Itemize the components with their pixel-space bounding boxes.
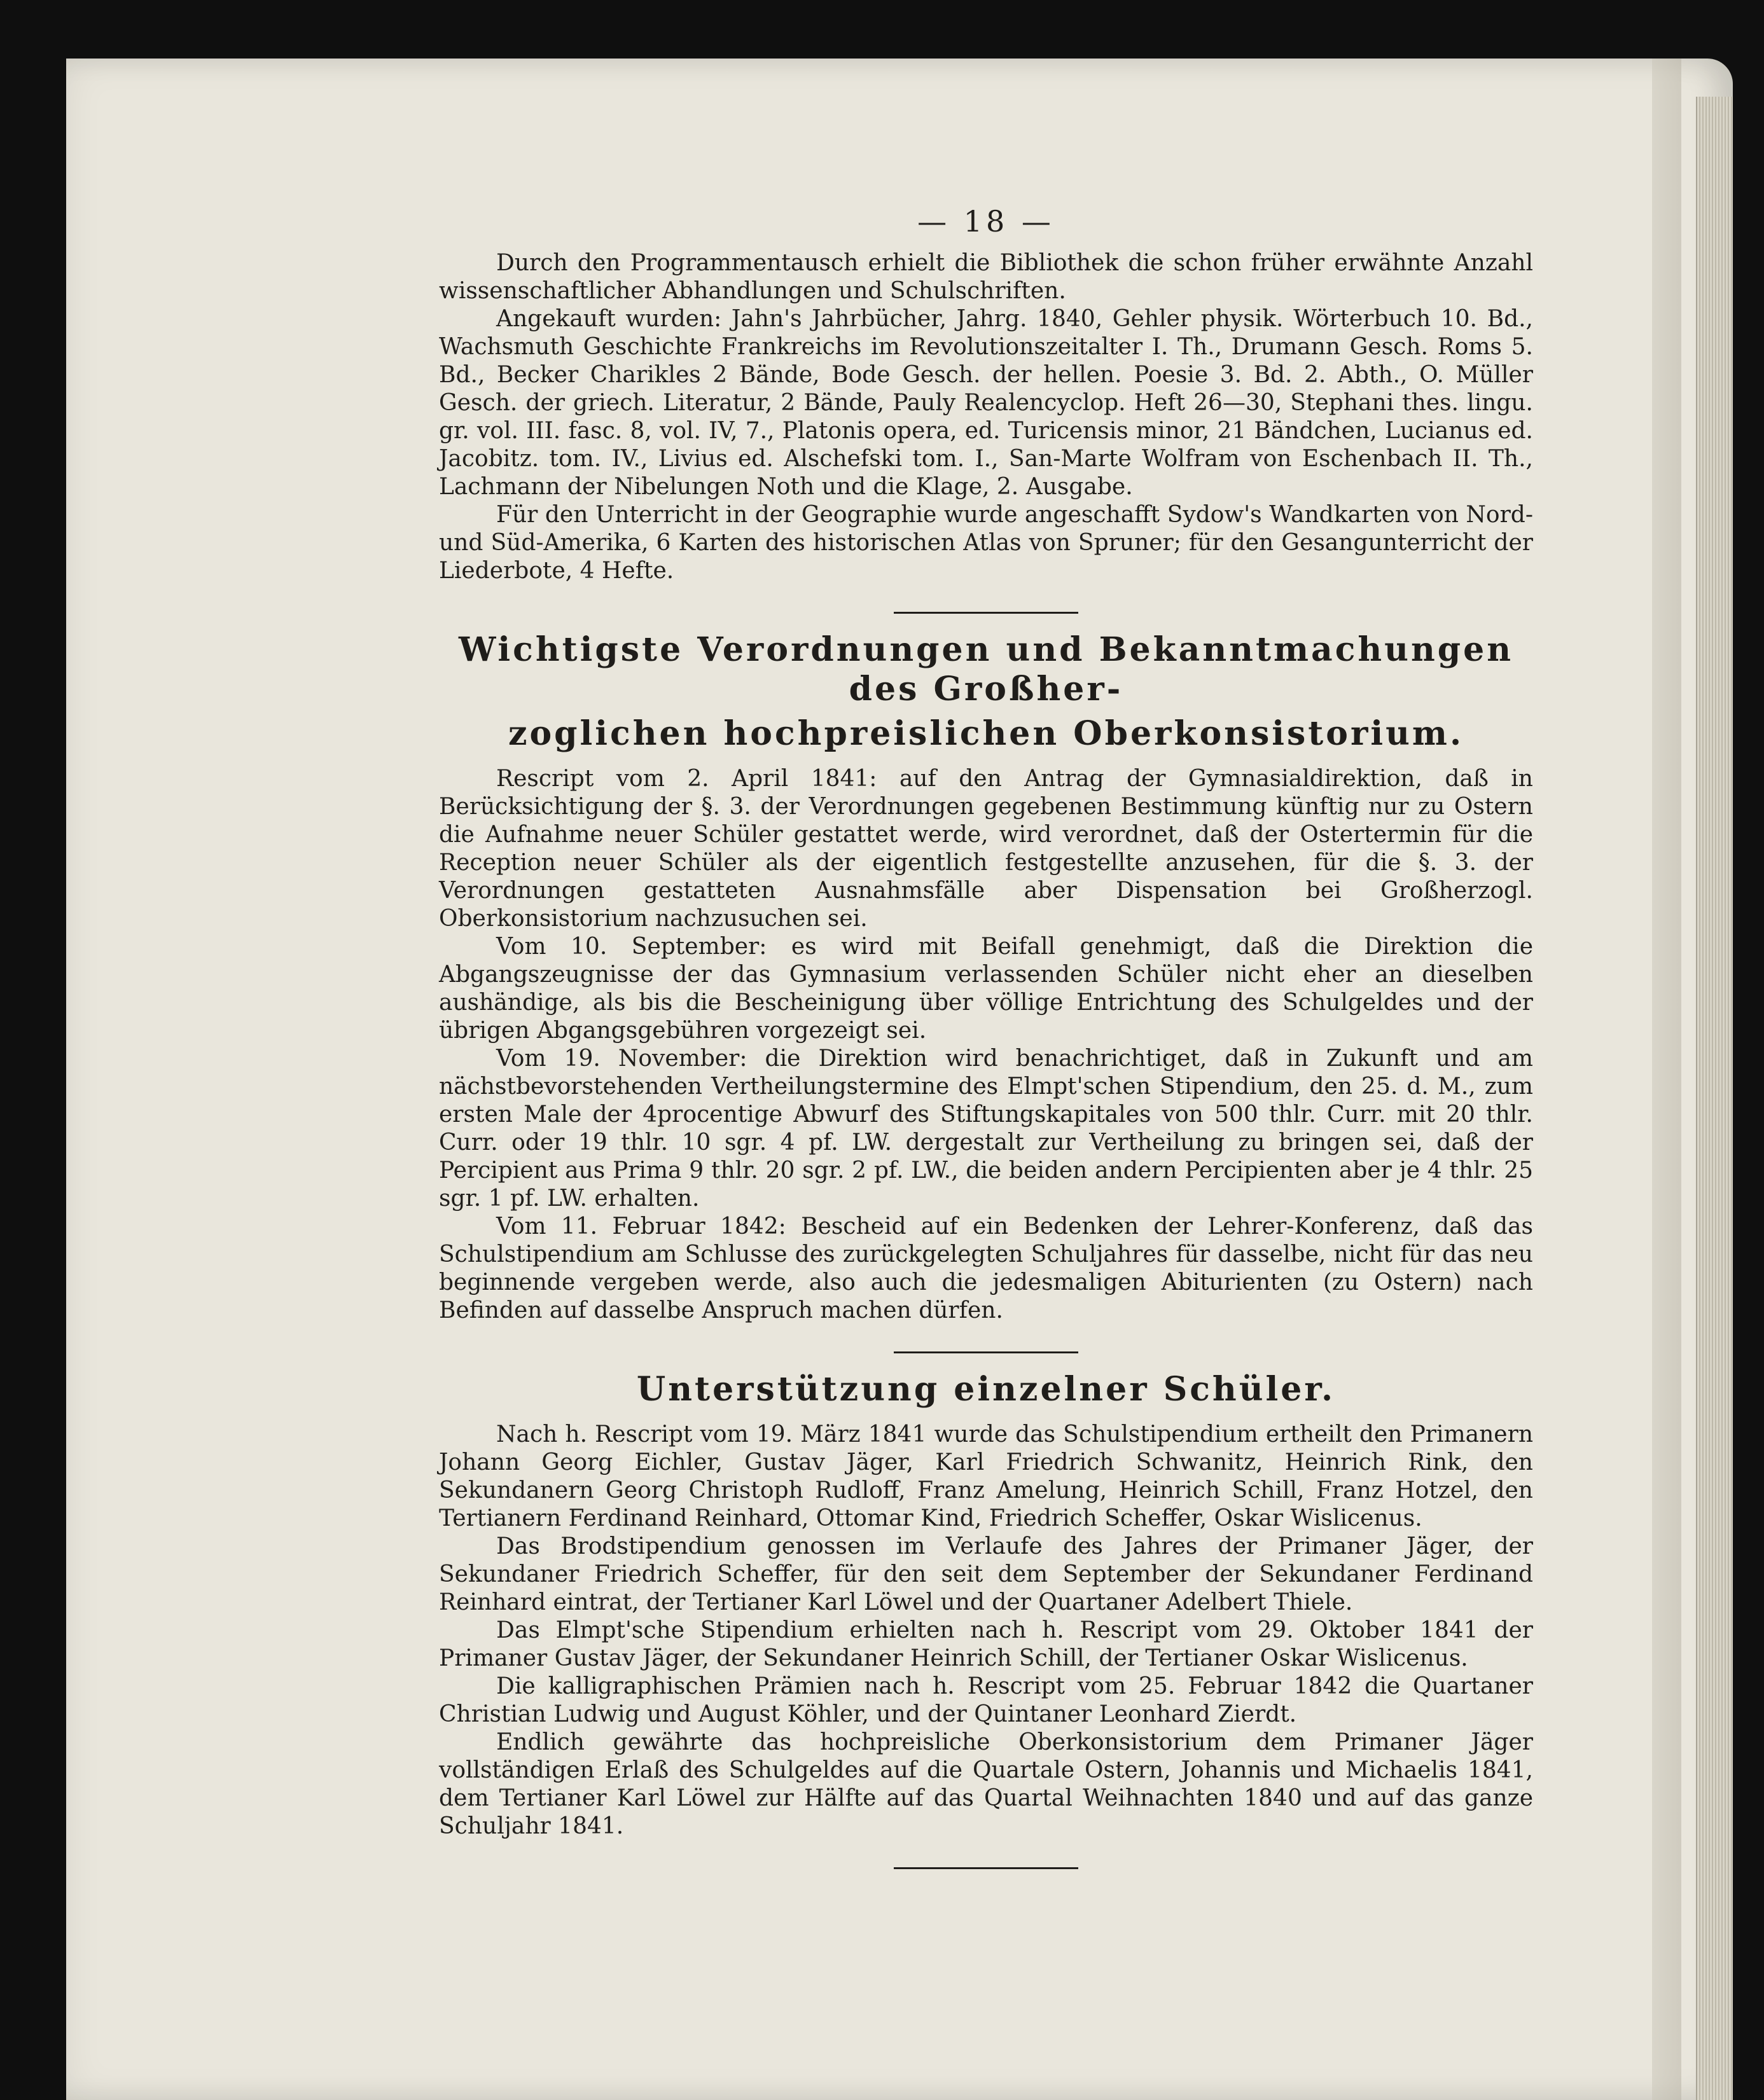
divider-rule xyxy=(894,1351,1078,1353)
paragraph: Die kalligraphischen Prämien nach h. Rescript vom 25. Februar 1842 die Quartaner Christian Ludwig und August Köhler, und der Quintaner Leonhard Zierdt. xyxy=(439,1673,1533,1727)
paragraph: Das Elmpt'sche Stipendium erhielten nach h. Rescript vom 29. Oktober 1841 der Primaner Gustav Jäger, der Sekundaner Heinrich Schill, der Tertianer Oskar Wislicenus. xyxy=(439,1617,1533,1671)
paragraph: Vom 11. Februar 1842: Bescheid auf ein Bedenken der Lehrer-Konferenz, daß das Schulstipendium am Schlusse des zurückgelegten Schuljahres für dasselbe, nicht für das neu beginnende vergeben werde, also auch die jedesmaligen Abiturienten (zu Ostern) nach Befinden auf dasselbe Anspruch machen dürfen. xyxy=(439,1213,1533,1323)
paragraph: Nach h. Rescript vom 19. März 1841 wurde das Schulstipendium ertheilt den Primanern Johann Georg Eichler, Gustav Jäger, Karl Friedrich Schwanitz, Heinrich Rink, den Sekundanern Georg Christoph Rudloff, Franz Amelung, Heinrich Schill, Franz Hotzel, den Tertianern Ferdinand Reinhard, Ottomar Kind, Friedrich Scheffer, Oskar Wislicenus. xyxy=(439,1421,1533,1531)
page-edges xyxy=(1696,97,1733,2100)
binding-strap xyxy=(1652,59,1681,2100)
paragraph: Vom 19. November: die Direktion wird benachrichtiget, daß in Zukunft und am nächstbevorstehenden Vertheilungstermine des Elmpt'schen Stipendium, den 25. d. M., zum ersten Male der 4procentige Abwurf des Stiftungskapitales von 500 thlr. Curr. mit 20 thlr. Curr. oder 19 thlr. 10 sgr. 4 pf. LW. dergestalt zur Vertheilung zu bringen sei, daß der Percipient aus Prima 9 thlr. 20 sgr. 2 pf. LW., die beiden andern Percipienten aber je 4 thlr. 25 sgr. 1 pf. LW. erhalten. xyxy=(439,1046,1533,1212)
section-heading-line2: zoglichen hochpreislichen Oberkonsistorium. xyxy=(508,714,1464,753)
section-heading: Unterstützung einzelner Schüler. xyxy=(636,1370,1336,1409)
page-text xyxy=(439,202,1533,1886)
paragraph: Endlich gewährte das hochpreisliche Oberkonsistorium dem Primaner Jäger vollständigen Erlaß des Schulgeldes auf die Quartale Ostern, Johannis und Michaelis 1841, dem Tertianer Karl Löwel zur Hälfte auf das Quartal Weihnachten 1840 und auf das ganze Schuljahr 1841. xyxy=(439,1729,1533,1839)
page-number: — 18 — xyxy=(917,204,1055,238)
divider-rule xyxy=(894,612,1078,614)
paragraph: Für den Unterricht in der Geographie wurde angeschafft Sydow's Wandkarten von Nord- und Süd-Amerika, 6 Karten des historischen Atlas von Spruner; für den Gesangunterricht der Liederbote, 4 Hefte. xyxy=(439,502,1533,584)
divider-rule xyxy=(894,1867,1078,1869)
paragraph: Angekauft wurden: Jahn's Jahrbücher, Jahrg. 1840, Gehler physik. Wörterbuch 10. Bd., Wachsmuth Geschichte Frankreichs im Revolutionszeitalter I. Th., Drumann Gesch. Roms 5. Bd., Becker Charikles 2 Bände, Bode Gesch. der hellen. Poesie 3. Bd. 2. Abth., O. Müller Gesch. der griech. Literatur, 2 Bände, Pauly Realencyclop. Heft 26—30, Stephani thes. lingu. gr. vol. III. fasc. 8, vol. IV, 7., Platonis opera, ed. Turicensis minor, 21 Bändchen, Lucianus ed. Jacobitz. tom. IV., Livius ed. Alschefski tom. I., San-Marte Wolfram von Eschenbach II. Th., Lachmann der Nibelungen Noth und die Klage, 2. Ausgabe. xyxy=(439,306,1533,500)
paragraph: Vom 10. September: es wird mit Beifall genehmigt, daß die Direktion die Abgangszeugnisse der das Gymnasium verlassenden Schüler nicht eher an dieselben aushändige, als bis die Bescheinigung über völlige Entrichtung des Schulgeldes und der übrigen Abgangsgebühren vorgezeigt sei. xyxy=(439,934,1533,1044)
paragraph: Rescript vom 2. April 1841: auf den Antrag der Gymnasialdirektion, daß in Berücksichtigung der §. 3. der Verordnungen gegebenen Bestimmung künftig nur zu Ostern die Aufnahme neuer Schüler gestattet werde, wird verordnet, daß der Ostertermin für die Reception neuer Schüler als der eigentlich festgestellte anzusehen, für die §. 3. der Verordnungen gestatteten Ausnahmsfälle aber Dispensation bei Großherzogl. Oberkonsistorium nachzusuchen sei. xyxy=(439,766,1533,932)
paragraph: Das Brodstipendium genossen im Verlaufe des Jahres der Primaner Jäger, der Sekundaner Friedrich Scheffer, für den seit dem September der Sekundaner Ferdinand Reinhard eintrat, der Tertianer Karl Löwel und der Quartaner Adelbert Thiele. xyxy=(439,1533,1533,1615)
section-heading-line1: Wichtigste Verordnungen und Bekanntmachungen des Großher- xyxy=(458,630,1514,708)
paragraph: Durch den Programmentausch erhielt die Bibliothek die schon früher erwähnte Anzahl wissenschaftlicher Abhandlungen und Schulschriften. xyxy=(439,250,1533,304)
